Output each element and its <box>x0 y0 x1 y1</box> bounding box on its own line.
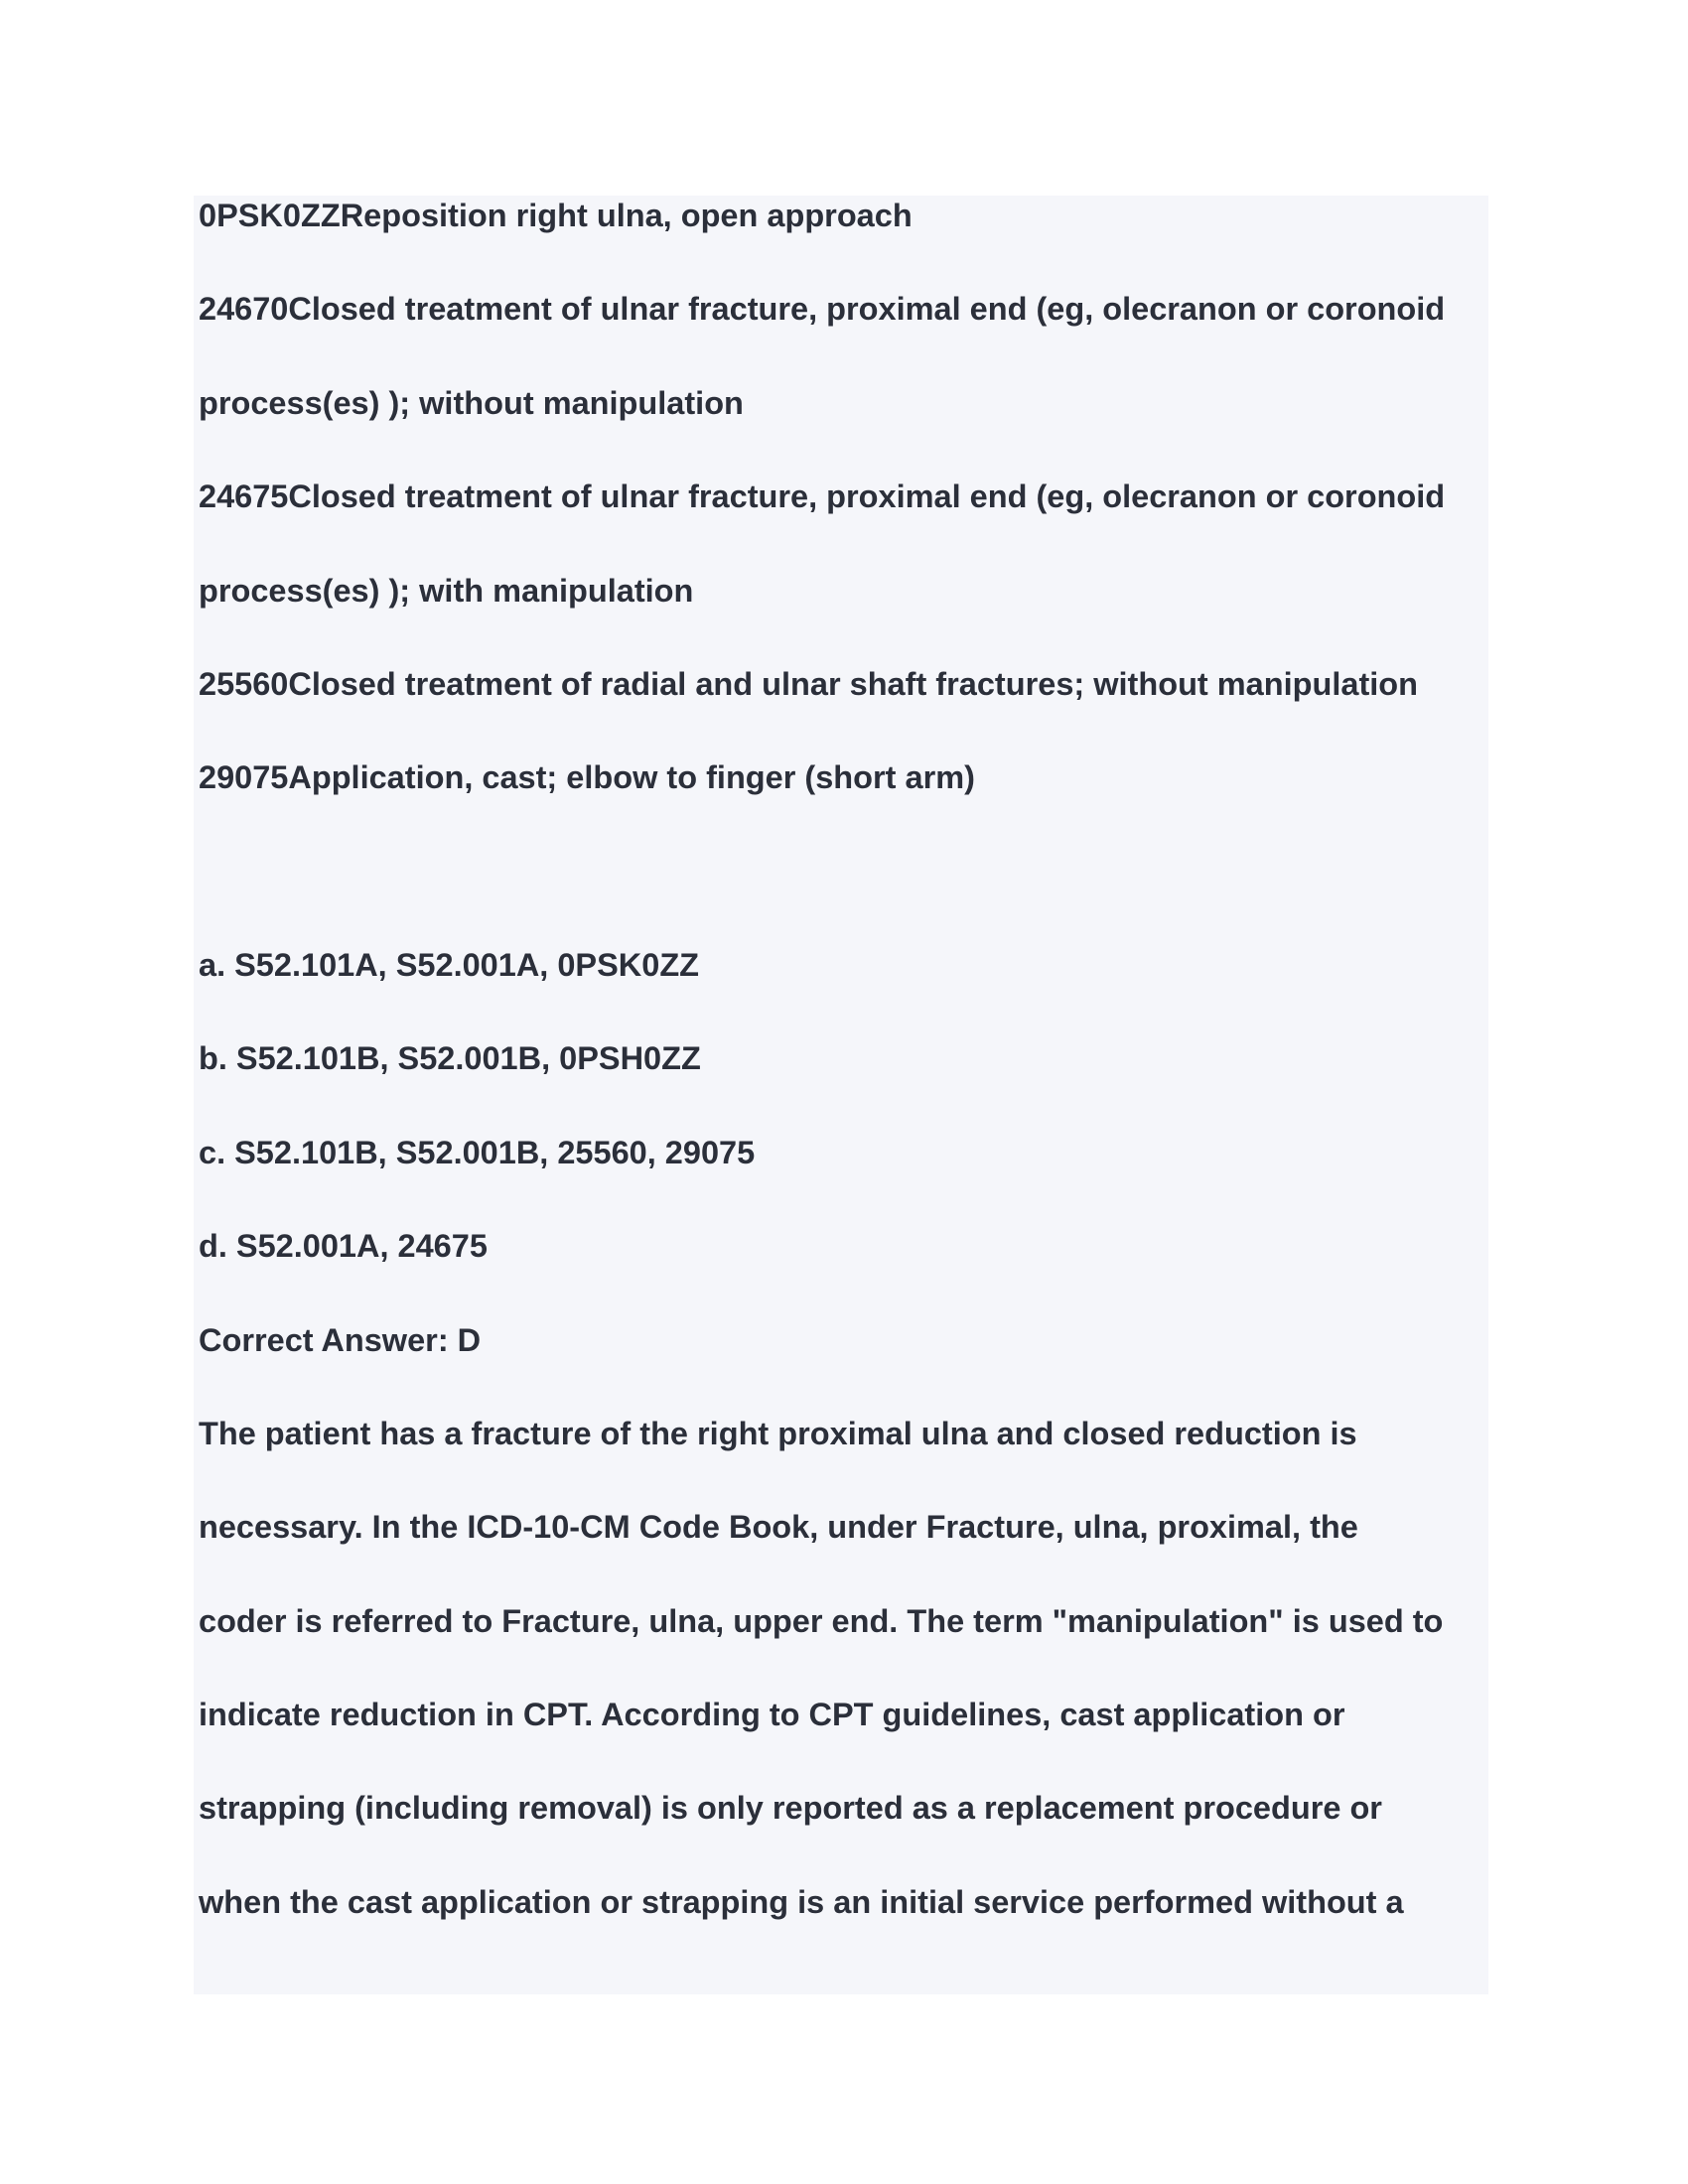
explanation-line: necessary. In the ICD-10-CM Code Book, under Fracture, ulna, proximal, the <box>199 1509 1358 1545</box>
code-line <box>199 293 1445 326</box>
code-description: Closed treatment of ulnar fracture, proximal end (eg, olecranon or coronoid <box>288 478 1446 514</box>
correct-answer: Correct Answer: D <box>199 1322 482 1358</box>
code-description: Reposition right ulna, open approach <box>340 198 913 233</box>
explanation-line: indicate reduction in CPT. According to CPT guidelines, cast application or <box>199 1697 1345 1732</box>
code-description: Closed treatment of ulnar fracture, proximal end (eg, olecranon or coronoid <box>288 291 1446 327</box>
code-description-continued: process(es) ); with manipulation <box>199 573 694 609</box>
code-description: Closed treatment of radial and ulnar shaft fractures; without manipulation <box>288 666 1419 702</box>
answer-option-b: b. S52.101B, S52.001B, 0PSH0ZZ <box>199 1040 701 1076</box>
explanation-line: when the cast application or strapping is an initial service performed without a <box>199 1884 1404 1920</box>
code-line <box>199 761 975 794</box>
explanation-line: strapping (including removal) is only reported as a replacement procedure or <box>199 1790 1382 1826</box>
answer-option-c: c. S52.101B, S52.001B, 25560, 29075 <box>199 1135 756 1170</box>
code-number: 25560 <box>199 666 289 702</box>
explanation-line: The patient has a fracture of the right proximal ulna and closed reduction is <box>199 1416 1357 1451</box>
explanation-line: coder is referred to Fracture, ulna, upper end. The term "manipulation" is used to <box>199 1603 1444 1639</box>
code-number: 0PSK0ZZ <box>199 198 341 233</box>
answer-option-a: a. S52.101A, S52.001A, 0PSK0ZZ <box>199 947 700 983</box>
code-number: 24675 <box>199 478 289 514</box>
code-number: 29075 <box>199 759 289 795</box>
answer-option-d: d. S52.001A, 24675 <box>199 1228 488 1264</box>
code-line <box>199 668 1418 701</box>
code-line <box>199 480 1445 513</box>
document-page <box>194 196 1488 1994</box>
code-line <box>199 200 913 232</box>
code-description-continued: process(es) ); without manipulation <box>199 385 744 421</box>
code-description: Application, cast; elbow to finger (short arm) <box>288 759 975 795</box>
code-number: 24670 <box>199 291 289 327</box>
